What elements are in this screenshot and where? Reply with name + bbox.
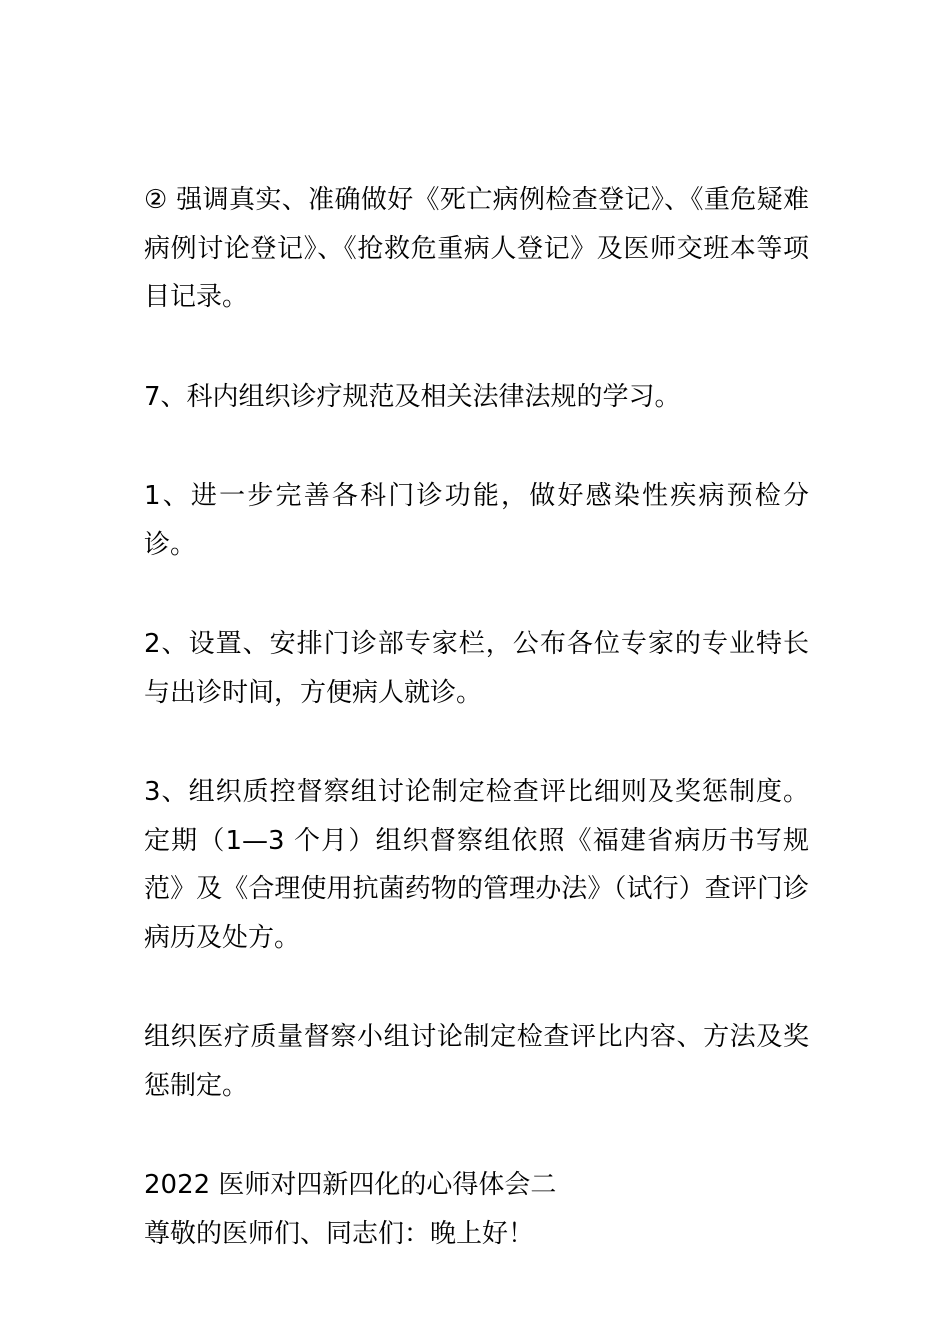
section-heading: 2022 医师对四新四化的心得体会二 [144,1170,557,1200]
paragraph-quality-group: 组织医疗质量督察小组讨论制定检查评比内容、方法及奖惩制定。 [144,1022,809,1101]
paragraph-item-7: 7、科内组织诊疗规范及相关法律法规的学习。 [144,381,681,412]
paragraph-item-2: 2、设置、安排门诊部专家栏，公布各位专家的专业特长与出诊时间，方便病人就诊。 [144,629,809,708]
paragraph-item-1: 1、进一步完善各科门诊功能，做好感染性疾病预检分诊。 [144,481,809,560]
salutation: 尊敬的医师们、同志们：晚上好！ [144,1218,535,1249]
document-body [144,176,809,1258]
paragraph-record-items: ② 强调真实、准确做好《死亡病例检查登记》、《重危疑难病例讨论登记》、《抢救危重病人登记》及医师交班本等项目记录。 [144,185,809,312]
paragraph-item-3: 3、组织质控督察组讨论制定检查评比细则及奖惩制度。定期（1—3 个月）组织督察组依照《福建省病历书写规范》及《合理使用抗菌药物的管理办法》（试行）查评门诊病历及处方。 [144,777,809,953]
